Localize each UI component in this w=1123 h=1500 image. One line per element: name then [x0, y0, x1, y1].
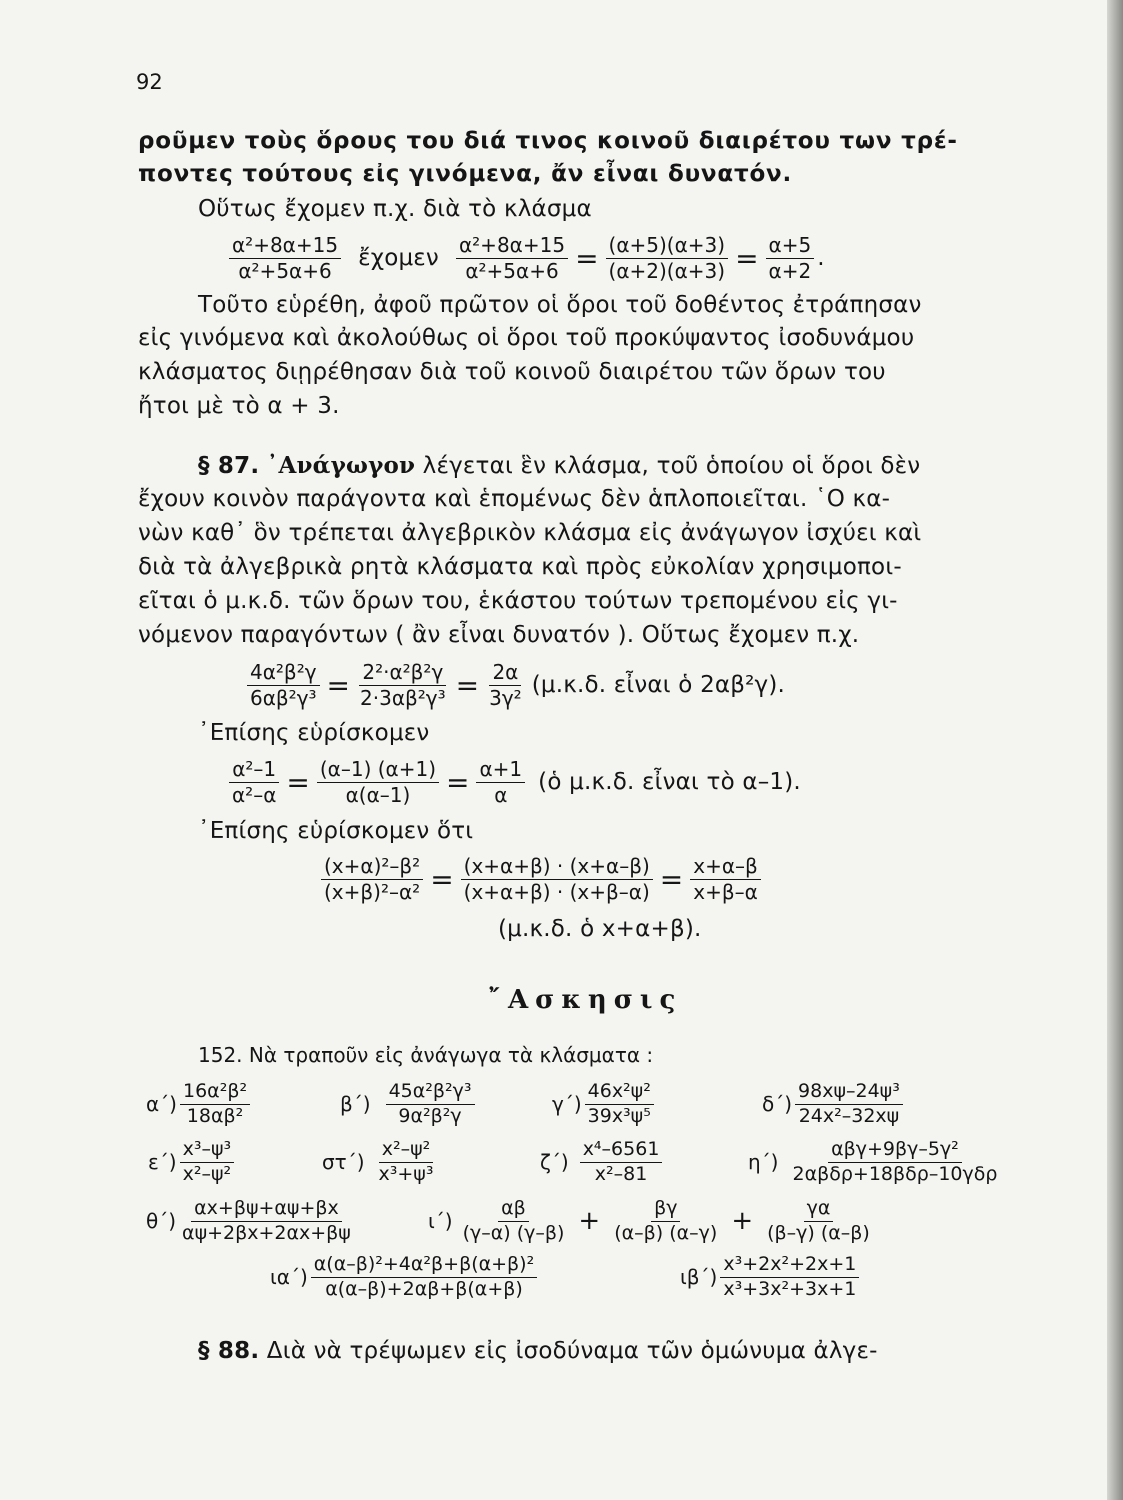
numerator: x³–ψ³: [180, 1140, 235, 1163]
exercise-ib: [680, 1248, 862, 1306]
fraction: [585, 1079, 654, 1127]
exercise-a: [146, 1075, 253, 1133]
exercise-label: στ΄): [322, 1150, 365, 1174]
denominator: αψ+2βx+2αx+βψ: [182, 1221, 351, 1244]
denominator: α²+5α+6: [465, 258, 559, 283]
fraction: [606, 232, 729, 283]
numerator: x³+2x²+2x+1: [720, 1255, 859, 1278]
numerator: 98xψ–24ψ³: [795, 1082, 903, 1105]
numerator: α²+8α+15: [229, 235, 341, 259]
numerator: 2²·α²β²γ: [359, 662, 446, 686]
section-87-line-3: νὼν καθ᾿ ὃν τρέπεται ἀλγεβρικὸν κλάσμα εἰς ἀνάγωγον ἰσχύει καὶ: [138, 520, 922, 546]
equals-sign: =: [735, 241, 759, 275]
period: .: [817, 245, 825, 271]
denominator: α+2: [768, 258, 812, 283]
equals-sign: =: [326, 668, 351, 702]
section-87-line-5: εῖται ὁ μ.κ.δ. τῶν ὅρων του, ἑκάστου τούτων τρεπομένου εἰς γι-: [138, 588, 898, 614]
exercise-ia: [270, 1248, 540, 1306]
exercise-d: [762, 1075, 906, 1133]
exercises-heading: ῎Ασκησις: [488, 985, 683, 1015]
exercise-label: ε΄): [148, 1150, 177, 1174]
para-1-line-4: ἤτοι μὲ τὸ α + 3.: [138, 393, 340, 419]
para-1-line-2: εἰς γινόμενα καὶ ἀκολούθως οἱ ὅροι τοῦ προκύψαντος ἰσοδυνάμου: [138, 325, 915, 351]
exercise-i: [428, 1192, 876, 1250]
fraction: [386, 1079, 475, 1127]
example-4-note: (μ.κ.δ. ὁ x+α+β).: [498, 916, 702, 942]
fraction: [611, 1196, 720, 1244]
denominator: α: [494, 782, 508, 807]
plus-sign: +: [578, 1206, 601, 1236]
para-1-line-3: κλάσματος διῃρέθησαν διὰ τοῦ κοινοῦ διαιρέτου τῶν ὅρων του: [138, 359, 886, 385]
intro-line-2: ποντες τούτους εἰς γινόμενα, ἄν εἶναι δυνατόν.: [138, 161, 793, 187]
numerator: αx+βψ+αψ+βx: [191, 1199, 342, 1222]
numerator: αβγ+9βγ–5γ²: [828, 1140, 962, 1163]
example-3-note: (ὁ μ.κ.δ. εἶναι τὸ α–1).: [538, 769, 801, 795]
equals-sign: =: [286, 765, 310, 799]
intro-line-1: ροῦμεν τοὺς ὅρους του διά τινος κοινοῦ διαιρέτου των τρέ-: [138, 128, 958, 154]
exercise-z: [540, 1133, 665, 1191]
denominator: 18αβ²: [186, 1104, 244, 1127]
numerator: 45α²β²γ³: [386, 1082, 475, 1105]
numerator: βγ: [651, 1199, 680, 1222]
term-anagogon: ᾿Ανάγωγον: [266, 452, 416, 479]
denominator: 39x³ψ⁵: [587, 1104, 651, 1127]
find-line-2: ᾿Επίσης εὑρίσκομεν ὅτι: [198, 818, 474, 844]
denominator: (β–γ) (α–β): [767, 1221, 870, 1244]
page-number: 92: [136, 70, 163, 94]
section-87-line-1: [198, 452, 920, 479]
fraction: [456, 232, 568, 283]
exercise-e: [148, 1133, 237, 1191]
denominator: 2·3αβ²γ³: [360, 685, 446, 710]
fraction: [357, 659, 449, 710]
fraction: [476, 756, 525, 807]
plus-sign: +: [731, 1206, 754, 1236]
numerator: αβ: [498, 1199, 529, 1222]
numerator: (α+5)(α+3): [606, 235, 729, 259]
example-1: [226, 228, 825, 288]
denominator: (x+β)²–α²: [324, 879, 421, 904]
fraction: [764, 1196, 873, 1244]
fraction: [317, 756, 439, 807]
exercise-label: δ΄): [762, 1092, 793, 1116]
section-88-text: Διὰ νὰ τρέψωμεν εἰς ἰσοδύναμα τῶν ὁμώνυμα ἀλγε-: [266, 1338, 878, 1364]
denominator: x³+3x²+3x+1: [723, 1277, 857, 1300]
find-line-1: ᾿Επίσης εὑρίσκομεν: [198, 720, 430, 746]
denominator: (α+2)(α+3): [608, 258, 726, 283]
fraction: [321, 853, 423, 904]
denominator: α(α–β)+2αβ+β(α+β): [325, 1277, 523, 1300]
denominator: x²–ψ²: [182, 1162, 232, 1185]
exercise-label: η΄): [748, 1150, 779, 1174]
section-88-line: [198, 1338, 878, 1364]
exercise-label: θ΄): [146, 1209, 177, 1233]
section-number: § 87.: [198, 453, 260, 479]
fraction: [376, 1137, 437, 1185]
section-87-text: λέγεται ἓν κλάσμα, τοῦ ὁποίου οἱ ὅροι δὲν: [422, 453, 921, 479]
equals-sign: =: [446, 765, 470, 799]
numerator: α+5: [766, 235, 815, 259]
fraction: [795, 1079, 903, 1127]
fraction: [460, 1196, 568, 1244]
exercise-label: β΄): [340, 1092, 371, 1116]
exercise-c: [552, 1075, 657, 1133]
numerator: (α–1) (α+1): [317, 759, 439, 783]
denominator: 2αβδρ+18βδρ–10γδρ: [792, 1162, 998, 1185]
equals-sign: =: [575, 241, 599, 275]
fraction: [720, 1252, 859, 1300]
exercise-label: γ΄): [552, 1092, 582, 1116]
equals-sign: =: [659, 862, 684, 896]
numerator: x²–ψ²: [379, 1140, 434, 1163]
numerator: α+1: [476, 759, 525, 783]
numerator: x+α–β: [690, 856, 761, 880]
numerator: γα: [804, 1199, 834, 1222]
fraction: [229, 232, 341, 283]
fraction: [580, 1137, 663, 1185]
denominator: 24x²–32xψ: [798, 1104, 900, 1127]
denominator: 6αβ²γ³: [250, 685, 317, 710]
exercise-th: [146, 1192, 357, 1250]
equals-sign: =: [430, 862, 454, 896]
numerator: 16α²β²: [180, 1082, 250, 1105]
denominator: x²–81: [594, 1162, 648, 1185]
numerator: α(α–β)²+4α²β+β(α+β)²: [311, 1255, 537, 1278]
denominator: x+β–α: [693, 879, 758, 904]
section-87-line-2: ἔχουν κοινὸν παράγοντα καὶ ἑπομένως δὲν ἁπλοποιεῖται. ῾Ο κα-: [138, 486, 891, 512]
exercise-b: [340, 1075, 478, 1133]
example-2: [244, 655, 785, 715]
section-87-line-4: διὰ τὰ ἀλγεβρικὰ ρητὰ κλάσματα καὶ πρὸς εὐκολίαν χρησιμοποι-: [138, 554, 902, 580]
fraction: [311, 1252, 537, 1300]
exercise-label: ι΄): [428, 1209, 453, 1233]
denominator: 3γ²: [489, 685, 522, 710]
exercise-152-intro: 152. Νὰ τραποῦν εἰς ἀνάγωγα τὰ κλάσματα :: [198, 1043, 654, 1067]
fraction: [179, 1196, 354, 1244]
example-1-word: ἔχομεν: [358, 245, 439, 271]
numerator: 4α²β²γ: [247, 662, 320, 686]
numerator: x⁴–6561: [580, 1140, 663, 1163]
fraction: [766, 232, 815, 283]
section-number: § 88.: [198, 1338, 260, 1364]
equals-sign: =: [455, 668, 480, 702]
numerator: (x+α+β) · (x+α–β): [461, 856, 653, 880]
exercise-h: [748, 1133, 1003, 1191]
numerator: 46x²ψ²: [585, 1082, 654, 1105]
denominator: x³+ψ³: [378, 1162, 434, 1185]
fraction: [486, 659, 525, 710]
denominator: (α–β) (α–γ): [614, 1221, 718, 1244]
intro-line-3: Οὕτως ἔχομεν π.χ. διὰ τὸ κλάσμα: [198, 196, 592, 222]
exercise-label: ιβ΄): [680, 1265, 718, 1289]
example-2-note: (μ.κ.δ. εἶναι ὁ 2αβ²γ).: [531, 672, 786, 698]
example-3: [226, 752, 801, 812]
example-4: [318, 848, 764, 910]
denominator: α(α–1): [345, 782, 411, 807]
exercise-st: [322, 1133, 439, 1191]
fraction: [180, 1137, 235, 1185]
numerator: (x+α)²–β²: [321, 856, 423, 880]
denominator: (γ–α) (γ–β): [462, 1221, 565, 1244]
exercise-label: α΄): [146, 1092, 177, 1116]
denominator: (x+α+β) · (x+β–α): [463, 879, 650, 904]
fraction: [229, 756, 279, 807]
para-1-line-1: Τοῦτο εὑρέθη, ἀφοῦ πρῶτον οἱ ὅροι τοῦ δοθέντος ἐτράπησαν: [198, 292, 922, 318]
fraction: [180, 1079, 250, 1127]
page-edge-shadow: [1107, 0, 1123, 1500]
numerator: α²+8α+15: [456, 235, 568, 259]
section-87-line-6: νόμενον παραγόντων ( ἂν εἶναι δυνατόν ). Οὕτως ἔχομεν π.χ.: [138, 622, 860, 648]
denominator: α²–α: [232, 782, 277, 807]
fraction: [789, 1137, 1000, 1185]
exercise-label: ια΄): [270, 1265, 308, 1289]
numerator: 2α: [489, 662, 521, 686]
denominator: α²+5α+6: [238, 258, 332, 283]
fraction: [461, 853, 653, 904]
denominator: 9α²β²γ: [398, 1104, 462, 1127]
exercise-label: ζ΄): [540, 1150, 569, 1174]
fraction: [247, 659, 320, 710]
numerator: α²–1: [229, 759, 279, 783]
fraction: [690, 853, 761, 904]
